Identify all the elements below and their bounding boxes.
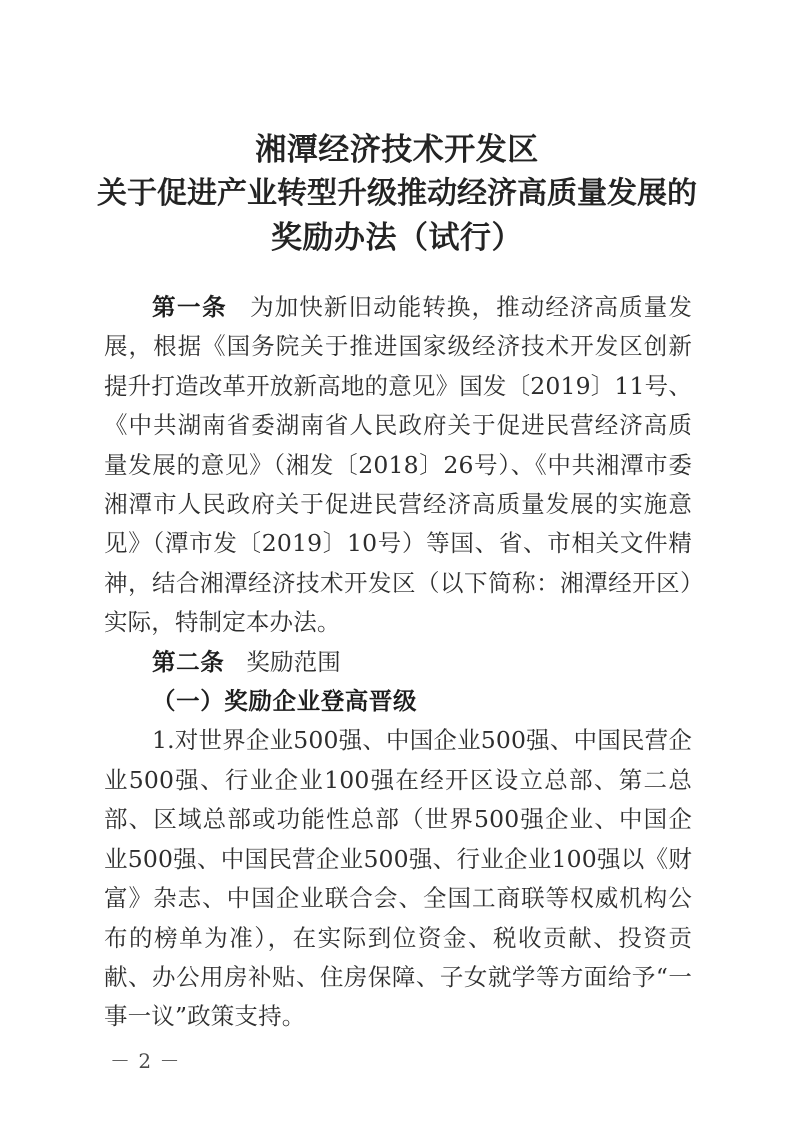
article-two-label: 第二条 bbox=[152, 647, 225, 676]
document-title bbox=[96, 128, 698, 260]
article-one-paragraph bbox=[104, 288, 692, 643]
article-two-text: 奖励范围 bbox=[246, 647, 341, 676]
article-two-paragraph bbox=[104, 643, 692, 682]
document-body bbox=[104, 288, 692, 1037]
article-one-label: 第一条 bbox=[152, 293, 228, 321]
page-footer bbox=[104, 1048, 692, 1074]
article-one-text: 为加快新旧动能转换，推动经济高质量发展，根据《国务院关于推进国家级经济技术开发区创新提升打造改革开放新高地的意见》国发〔2019〕11号、《中共湖南省委湖南省人民政府关于促进民营经济高质量发展的意见》（湘发〔2018〕26号）、《中共湘潭市委湘潭市人民政府关于促进民营经济高质量发展的实施意见》（潭市发〔2019〕10号）等国、省、市相关文件精神，结合湘潭经济技术开发区（以下简称：湘潭经开区）实际，特制定本办法。 bbox=[104, 293, 692, 637]
page-number: － 2 － bbox=[110, 1049, 181, 1073]
title-line-2: 关于促进产业转型升级推动经济高质量发展的 bbox=[97, 176, 697, 211]
title-line-1: 湘潭经济技术开发区 bbox=[255, 132, 539, 168]
title-line-3: 奖励办法（试行） bbox=[271, 220, 523, 256]
subsection-one-heading: （一）奖励企业登高晋级 bbox=[152, 687, 418, 716]
item-one-paragraph: 1.对世界企业500强、中国企业500强、中国民营企业500强、行业企业100强在经开区设立总部、第二总部、区域总部或功能性总部（世界500强企业、中国企业500强、中国民营企业500强、行业企业100强以《财富》杂志、中国企业联合会、全国工商联等权威机构公布的榜单为准），在实际到位资金、税收贡献、投资贡献、办公用房补贴、住房保障、子女就学等方面给予“一事一议”政策支持。 bbox=[104, 726, 692, 1031]
